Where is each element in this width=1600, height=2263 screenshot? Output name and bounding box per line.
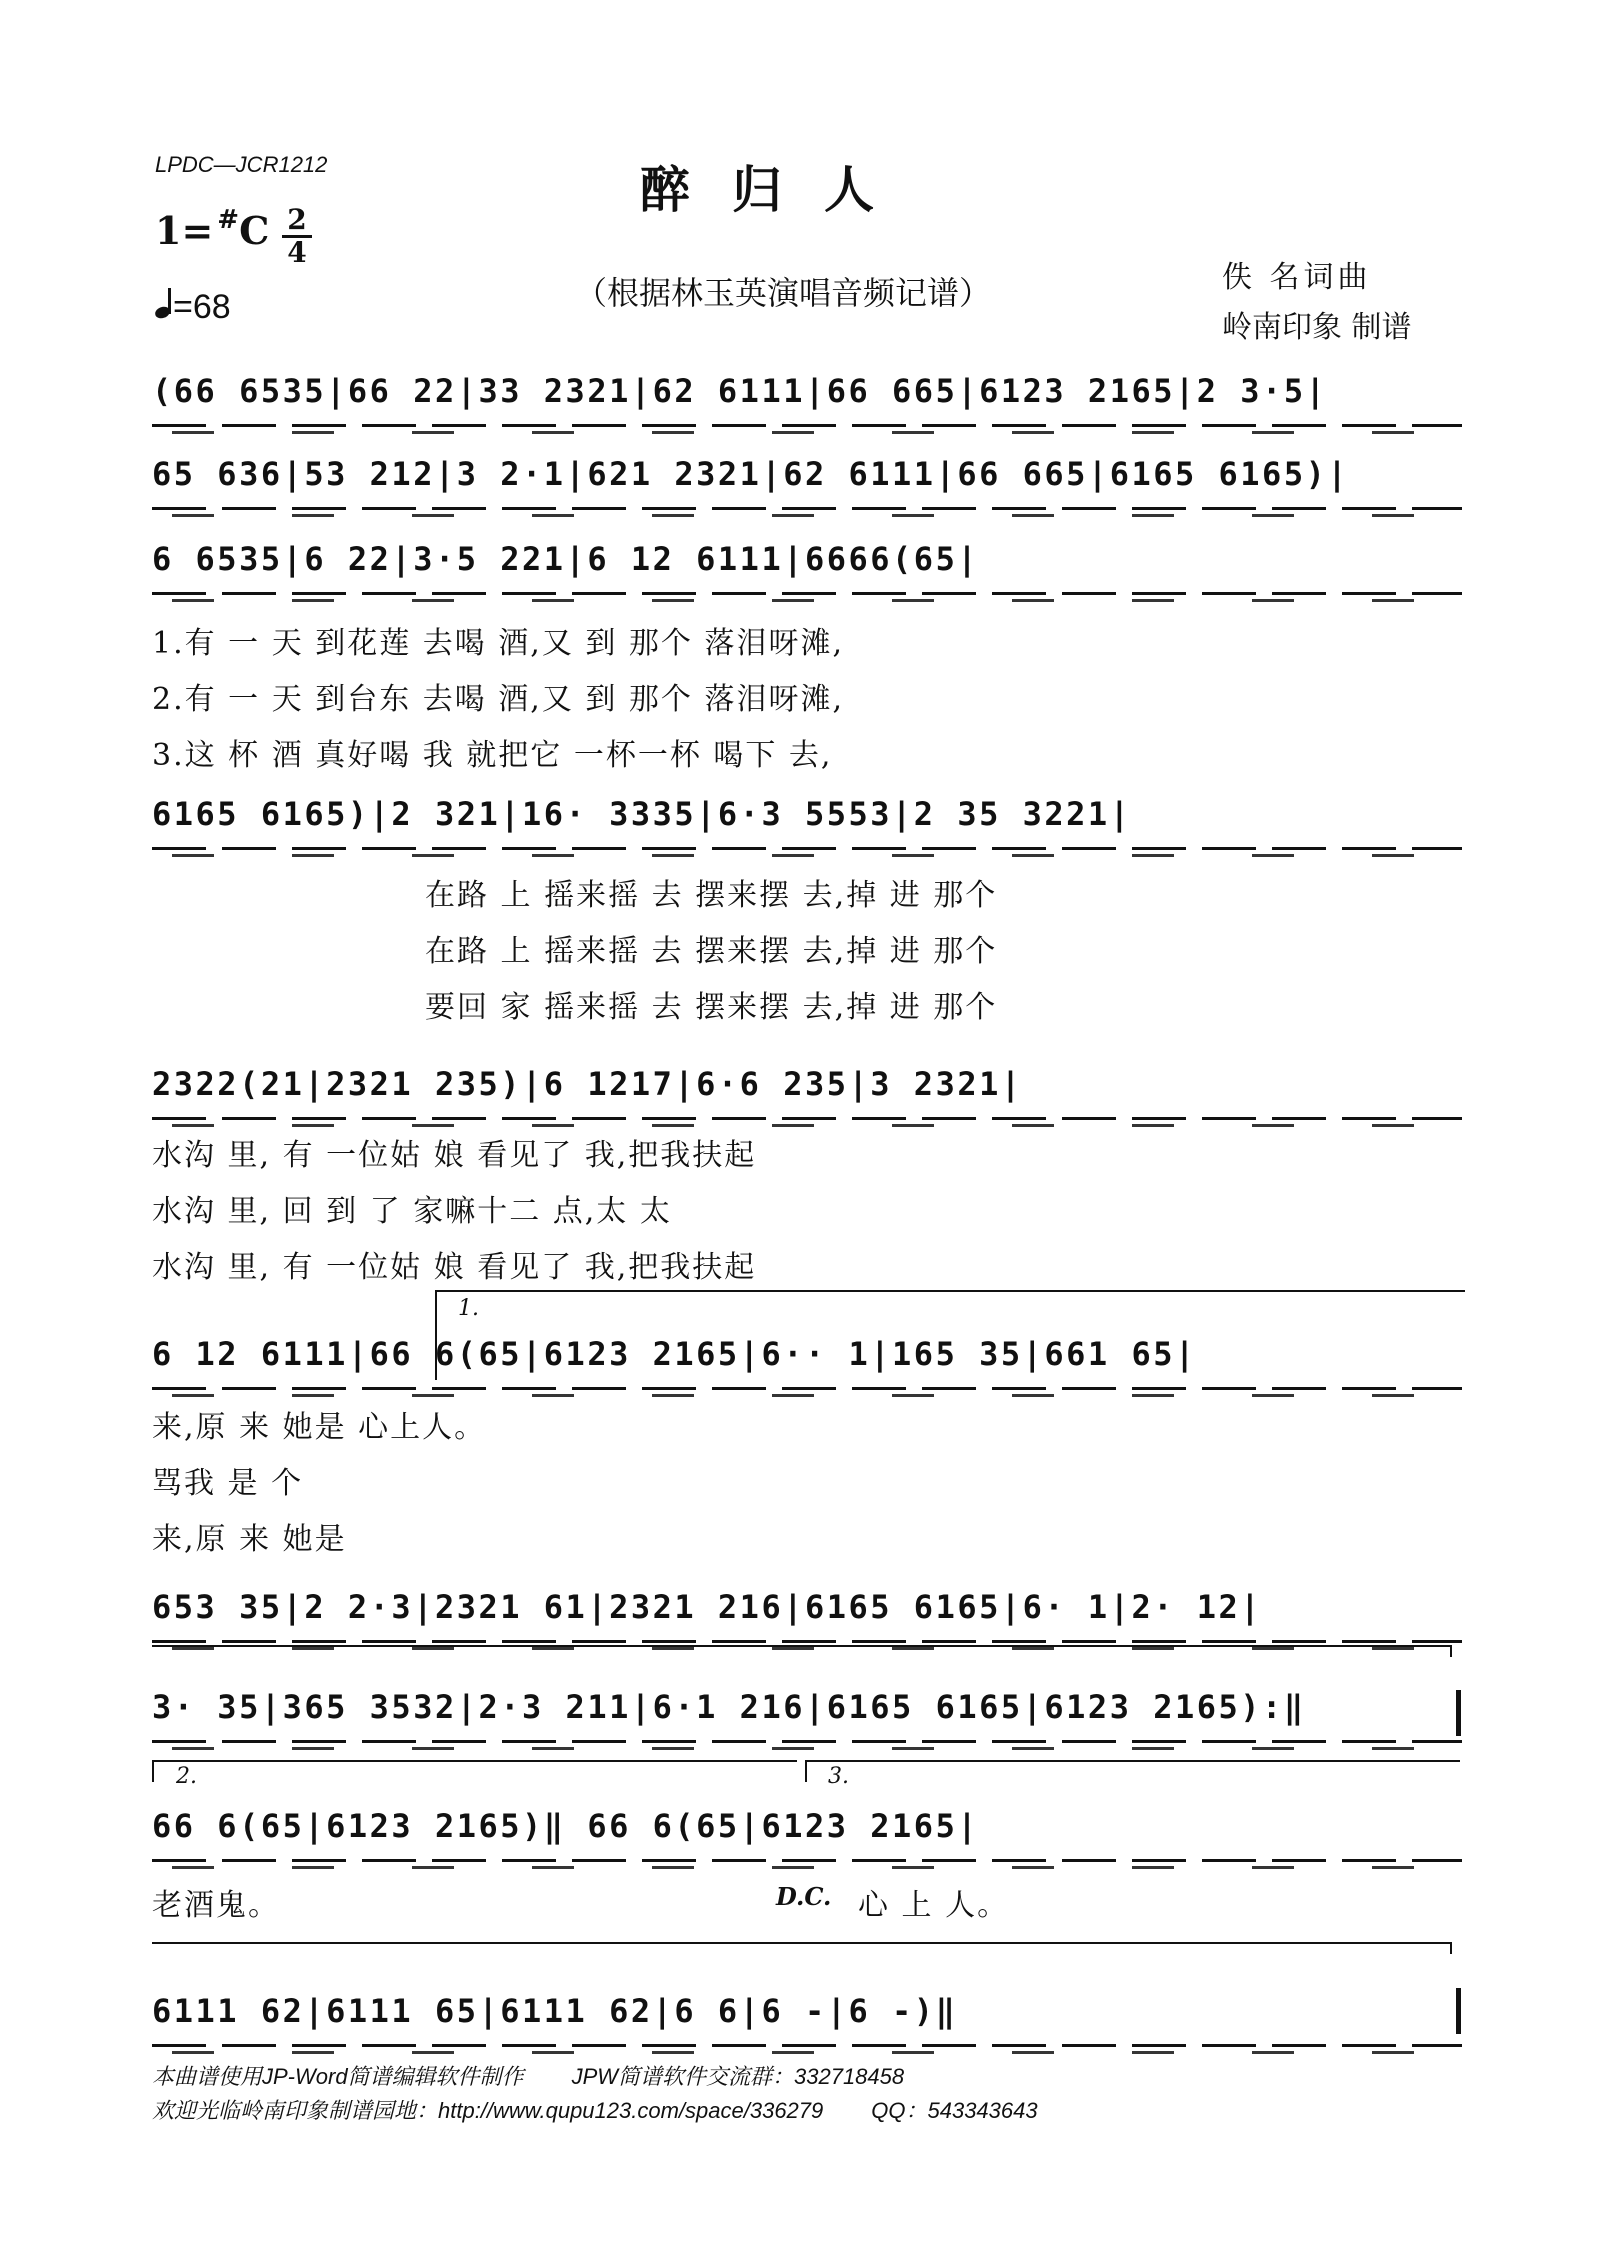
notation-text: 6 6535|6 22|3·5 221|6 12 6111|6666(65| bbox=[152, 540, 980, 578]
time-top: 2 bbox=[287, 203, 307, 236]
time-signature bbox=[282, 203, 312, 269]
lyric-verse-1: 来,原 来 她是 心上人。 bbox=[152, 1410, 487, 1445]
beam-lines bbox=[152, 1387, 1462, 1390]
lyric-verse-2: 骂我 是 个 bbox=[152, 1466, 304, 1501]
lyric-verse-3: 3.这 杯 酒 真好喝 我 就把它 一杯一杯 喝下 去, bbox=[152, 738, 833, 773]
beam-lines bbox=[152, 514, 1462, 517]
beam-lines bbox=[152, 599, 1462, 602]
notation-text: 3· 35|365 3532|2·3 211|6·1 216|6165 6165|6123 2165):‖ bbox=[152, 1688, 1306, 1726]
beam-lines bbox=[152, 847, 1462, 850]
lyric-verse-1: 水沟 里, 有 一位姑 娘 看见了 我,把我扶起 bbox=[152, 1138, 757, 1173]
music-line-4 bbox=[152, 795, 1462, 867]
footer-website: 欢迎光临岭南印象制谱园地：http://www.qupu123.com/space/336279 bbox=[152, 2098, 824, 2123]
beam-lines bbox=[152, 424, 1462, 427]
song-title: 醉归人 bbox=[640, 160, 916, 219]
lyric-verse-2: 在路 上 摇来摇 去 摆来摆 去,掉 进 那个 bbox=[425, 934, 998, 969]
lyric-verse-2: 2.有 一 天 到台东 去喝 酒,又 到 那个 落泪呀滩, bbox=[152, 682, 844, 717]
lyric-verse-3: 水沟 里, 有 一位姑 娘 看见了 我,把我扶起 bbox=[152, 1250, 757, 1285]
music-line-10 bbox=[152, 1992, 1462, 2064]
notation-text: 6165 6165)|2 321|16· 3335|6·3 5553|2 35 3221| bbox=[152, 795, 1132, 833]
score-code: LPDC—JCR1212 bbox=[155, 152, 328, 177]
notation-text: 66 6(65|6123 2165)‖ 66 6(65|6123 2165| bbox=[152, 1807, 980, 1845]
footer-qq: QQ：543343643 bbox=[871, 2098, 1038, 2123]
beam-lines bbox=[152, 854, 1462, 857]
beam-lines bbox=[152, 431, 1462, 434]
music-line-9 bbox=[152, 1807, 1462, 1879]
music-line-5 bbox=[152, 1065, 1462, 1137]
lyric-ending-2: 老酒鬼。 bbox=[152, 1888, 280, 1923]
beam-lines bbox=[152, 1866, 1462, 1869]
key-prefix: 1= bbox=[155, 208, 214, 253]
beam-lines bbox=[152, 1740, 1462, 1743]
ending-line bbox=[1450, 1942, 1452, 1954]
key-signature bbox=[155, 205, 269, 253]
credit-arranger: 岭南印象 制谱 bbox=[1222, 310, 1412, 345]
beam-lines bbox=[152, 2044, 1462, 2047]
beam-lines bbox=[152, 1124, 1462, 1127]
music-line-3 bbox=[152, 540, 1462, 612]
music-line-6 bbox=[152, 1335, 1462, 1407]
volta-2-bracket bbox=[152, 1760, 797, 1762]
notation-text: 653 35|2 2·3|2321 61|2321 216|6165 6165|6· 1|2· 12| bbox=[152, 1588, 1263, 1626]
beam-lines bbox=[152, 1647, 1462, 1650]
volta-bracket bbox=[435, 1290, 1465, 1292]
notation-text: 2322(21|2321 235)|6 1217|6·6 235|3 2321| bbox=[152, 1065, 1023, 1103]
beam-lines bbox=[152, 1394, 1462, 1397]
music-line-1 bbox=[152, 372, 1462, 444]
subtitle: （根据林玉英演唱音频记谱） bbox=[575, 274, 992, 312]
beam-lines bbox=[152, 1747, 1462, 1750]
lyric-verse-1: 1.有 一 天 到花莲 去喝 酒,又 到 那个 落泪呀滩, bbox=[152, 626, 844, 661]
repeat-barline bbox=[1456, 1690, 1461, 1736]
beam-lines bbox=[152, 1117, 1462, 1120]
beam-lines bbox=[152, 1640, 1462, 1643]
volta-extension-line bbox=[1450, 1645, 1452, 1657]
lyric-ending-3: 心 上 人。 bbox=[858, 1888, 1010, 1923]
volta-extension-line bbox=[152, 1645, 1452, 1647]
volta-1-label: 1. bbox=[458, 1296, 479, 1321]
lyric-verse-1: 在路 上 摇来摇 去 摆来摆 去,掉 进 那个 bbox=[425, 878, 998, 913]
footer-software: 本曲谱使用JP-Word简谱编辑软件制作 bbox=[152, 2064, 524, 2089]
notation-text: 65 636|53 212|3 2·1|621 2321|62 6111|66 665|6165 6165)| bbox=[152, 455, 1350, 493]
beam-lines bbox=[152, 2051, 1462, 2054]
footer-group: JPW简谱软件交流群：332718458 bbox=[571, 2064, 905, 2089]
tempo-value: =68 bbox=[173, 288, 231, 326]
notation-text: 6111 62|6111 65|6111 62|6 6|6 -|6 -)‖ bbox=[152, 1992, 958, 2030]
time-bottom: 4 bbox=[287, 236, 307, 269]
volta-3-bracket bbox=[805, 1760, 807, 1782]
volta-2-bracket bbox=[152, 1760, 154, 1782]
volta-2-label: 2. bbox=[176, 1764, 197, 1789]
beam-lines bbox=[152, 507, 1462, 510]
notation-text: (66 6535|66 22|33 2321|62 6111|66 665|6123 2165|2 3·5| bbox=[152, 372, 1328, 410]
ending-line bbox=[152, 1942, 1452, 1944]
key-note: C bbox=[239, 208, 270, 253]
footer-line-2 bbox=[152, 2094, 1038, 2125]
volta-3-bracket bbox=[805, 1760, 1460, 1762]
dc-marking: D.C. bbox=[776, 1882, 832, 1911]
footer-line-1 bbox=[152, 2060, 904, 2091]
beam-lines bbox=[152, 1859, 1462, 1862]
credit-composer: 佚 名词曲 bbox=[1222, 260, 1372, 295]
music-line-8 bbox=[152, 1688, 1462, 1760]
tempo-marking bbox=[155, 288, 231, 327]
lyric-verse-3: 要回 家 摇来摇 去 摆来摆 去,掉 进 那个 bbox=[425, 990, 998, 1025]
notation-text: 6 12 6111|66 6(65|6123 2165|6·· 1|165 35|661 65| bbox=[152, 1335, 1197, 1373]
quarter-note-icon bbox=[155, 288, 173, 318]
volta-3-label: 3. bbox=[828, 1764, 849, 1789]
music-line-7 bbox=[152, 1588, 1462, 1660]
lyric-verse-3: 来,原 来 她是 bbox=[152, 1522, 347, 1557]
sharp-sign: # bbox=[217, 205, 240, 235]
final-barline bbox=[1456, 1988, 1461, 2034]
music-line-2 bbox=[152, 455, 1462, 527]
lyric-verse-2: 水沟 里, 回 到 了 家嘛十二 点,太 太 bbox=[152, 1194, 672, 1229]
beam-lines bbox=[152, 592, 1462, 595]
